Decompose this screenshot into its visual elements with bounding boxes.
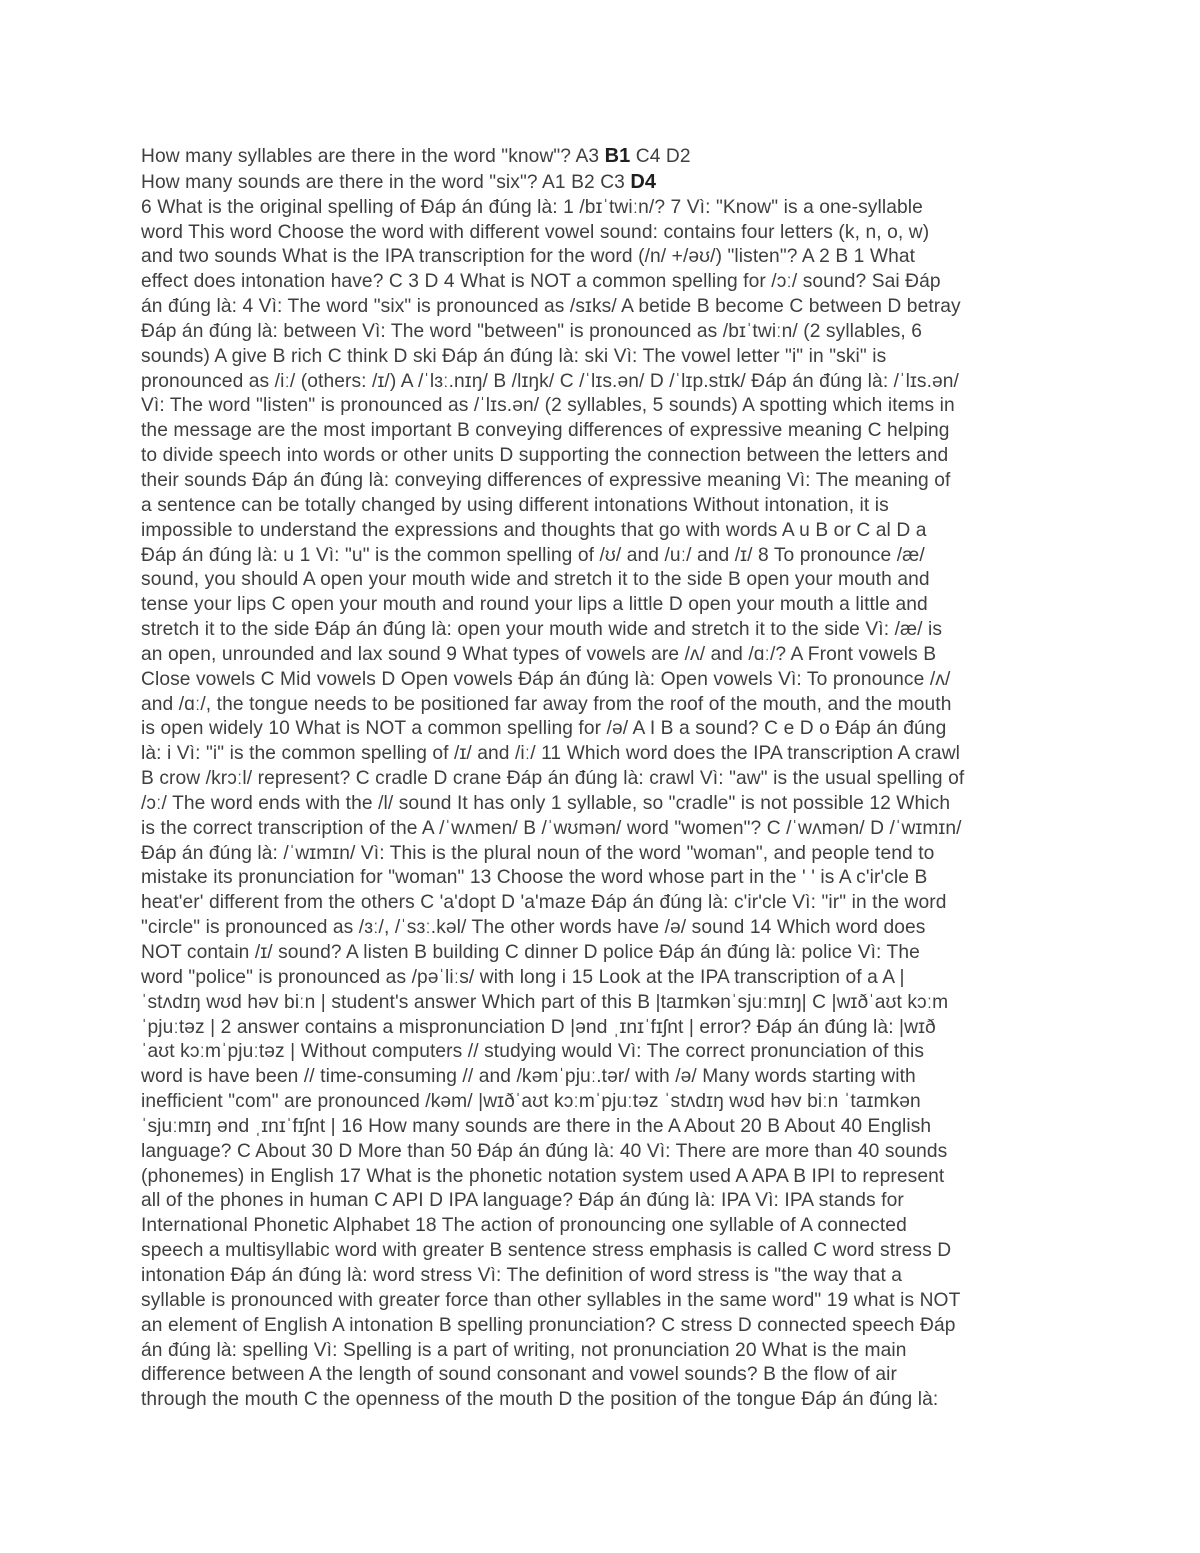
body-line: /ɔː/ The word ends with the /l/ sound It has only 1 syllable, so "cradle" is not possible 12 Which xyxy=(141,792,951,814)
body-line: is the correct transcription of the A /ˈwʌmen/ B /ˈwʊmən/ word "women"? C /ˈwʌmən/ D /ˈwɪmɪn/ xyxy=(141,817,962,839)
body-line: an open, unrounded and lax sound 9 What types of vowels are /ʌ/ and /ɑː/? A Front vowels B xyxy=(141,643,937,665)
question-2-text: How many sounds are there in the word "six"? A1 B2 C3 xyxy=(141,171,631,193)
question-1-answer: B1 xyxy=(604,145,631,167)
body-line: difference between A the length of sound consonant and vowel sounds? B the flow of air xyxy=(141,1364,898,1386)
body-line: Đáp án đúng là: u 1 Vì: "u" is the common spelling of /ʊ/ and /uː/ and /ɪ/ 8 To pronounce /æ/ xyxy=(141,544,925,566)
body-line: stretch it to the side Đáp án đúng là: open your mouth wide and stretch it to the side Vì: /æ/ is xyxy=(141,619,943,641)
question-2-answer: D4 xyxy=(630,170,657,193)
document-text xyxy=(141,144,1057,1413)
body-line: inefficient "com" are pronounced /kəm/ |wɪðˈaʊt kɔːmˈpjuːtəz ˈstʌdɪŋ wʊd həv biːn ˈtaɪmkən xyxy=(141,1091,921,1113)
body-line: B crow /krɔːl/ represent? C cradle D crane Đáp án đúng là: crawl Vì: "aw" is the usual spelling of xyxy=(141,768,965,790)
body-line: word "police" is pronounced as /pəˈliːs/ with long i 15 Look at the IPA transcription of a A | xyxy=(141,966,905,988)
body-line: NOT contain /ɪ/ sound? A listen B building C dinner D police Đáp án đúng là: police Vì: The xyxy=(141,942,920,963)
body-line: intonation Đáp án đúng là: word stress Vì: The definition of word stress is "the way that a xyxy=(141,1264,903,1286)
body-line: án đúng là: spelling Vì: Spelling is a part of writing, not pronunciation 20 What is the main xyxy=(141,1339,907,1361)
body-line: ˈstʌdɪŋ wʊd həv biːn | student's answer Which part of this B |taɪmkənˈsjuːmɪŋ| C |wɪðˈaʊt kɔːm xyxy=(141,991,949,1013)
body-line: Close vowels C Mid vowels D Open vowels Đáp án đúng là: Open vowels Vì: To pronounce /ʌ/ xyxy=(141,668,951,690)
body-line: effect does intonation have? C 3 D 4 What is NOT a common spelling for /ɔː/ sound? Sai Đáp xyxy=(141,271,941,293)
body-line: Đáp án đúng là: between Vì: The word "between" is pronounced as /bɪˈtwiːn/ (2 syllables, 6 xyxy=(141,320,923,342)
body-line: 6 What is the original spelling of Đáp án đúng là: 1 /bɪˈtwiːn/? 7 Vì: "Know" is a one-syllable xyxy=(141,196,923,218)
body-line: is open widely 10 What is NOT a common spelling for /ə/ A I B a sound? C e D o Đáp án đúng xyxy=(141,718,947,740)
body-line: (phonemes) in English 17 What is the phonetic notation system used A APA B IPI to represent xyxy=(141,1165,945,1187)
body-line: sound, you should A open your mouth wide and stretch it to the side B open your mouth and xyxy=(141,569,930,591)
body-paragraph xyxy=(141,196,1057,1413)
body-line: pronounced as /iː/ (others: /ɪ/) A /ˈlɜː.nɪŋ/ B /lɪŋk/ C /ˈlɪs.ən/ D /ˈlɪp.stɪk/ Đáp án đúng là: /ˈlɪs.ən/ xyxy=(141,370,959,392)
question-1-text: How many syllables are there in the word "know"? A3 xyxy=(141,146,605,167)
body-line: language? C About 30 D More than 50 Đáp án đúng là: 40 Vì: There are more than 40 sounds xyxy=(141,1140,948,1162)
body-line: the message are the most important B conveying differences of expressive meaning C helping xyxy=(141,420,950,442)
body-line: International Phonetic Alphabet 18 The action of pronouncing one syllable of A connected xyxy=(141,1215,907,1237)
body-line: a sentence can be totally changed by using different intonations Without intonation, it is xyxy=(141,494,889,516)
body-line: Vì: The word "listen" is pronounced as /ˈlɪs.ən/ (2 syllables, 5 sounds) A spotting which items in xyxy=(141,395,955,417)
body-line: ˈpjuːtəz | 2 answer contains a mispronunciation D |ənd ˌɪnɪˈfɪʃnt | error? Đáp án đúng là: |wɪð xyxy=(141,1016,936,1038)
body-line: ˈsjuːmɪŋ ənd ˌɪnɪˈfɪʃnt | 16 How many sounds are there in the A About 20 B About 40 English xyxy=(141,1115,932,1137)
body-line: speech a multisyllabic word with greater B sentence stress emphasis is called C word stress D xyxy=(141,1240,952,1262)
body-line: tense your lips C open your mouth and round your lips a little D open your mouth a little and xyxy=(141,594,928,616)
body-line: heat'er' different from the others C 'a'dopt D 'a'maze Đáp án đúng là: c'ir'cle Vì: "ir" in the word xyxy=(141,892,947,914)
body-line: to divide speech into words or other units D supporting the connection between the letters and xyxy=(141,445,949,467)
body-line: word is have been // time-consuming // and /kəmˈpjuː.tər/ with /ə/ Many words starting with xyxy=(141,1066,916,1088)
body-line: impossible to understand the expressions and thoughts that go with words A u B or C al D a xyxy=(141,519,927,541)
body-line: án đúng là: 4 Vì: The word "six" is pronounced as /sɪks/ A betide B become C between D betray xyxy=(141,296,961,318)
question-line-1 xyxy=(141,144,1057,170)
body-line: and two sounds What is the IPA transcription for the word (/n/ +/əʊ/) "listen"? A 2 B 1 What xyxy=(141,246,916,268)
body-line: word This word Choose the word with different vowel sound: contains four letters (k, n, o, w) xyxy=(141,221,930,243)
body-line: an element of English A intonation B spelling pronunciation? C stress D connected speech Đáp xyxy=(141,1314,956,1336)
body-line: syllable is pronounced with greater force than other syllables in the same word" 19 what is NOT xyxy=(141,1289,961,1311)
body-line: ˈaʊt kɔːmˈpjuːtəz | Without computers // studying would Vì: The correct pronunciation of this xyxy=(141,1041,925,1063)
body-line: "circle" is pronounced as /ɜː/, /ˈsɜː.kəl/ The other words have /ə/ sound 14 Which word does xyxy=(141,917,926,939)
body-line: and /ɑː/, the tongue needs to be positioned far away from the roof of the mouth, and the mouth xyxy=(141,693,952,715)
body-line: Đáp án đúng là: /ˈwɪmɪn/ Vì: This is the plural noun of the word "woman", and people tend to xyxy=(141,842,935,864)
body-line: sounds) A give B rich C think D ski Đáp án đúng là: ski Vì: The vowel letter "i" in "ski" is xyxy=(141,345,887,367)
body-line: là: i Vì: "i" is the common spelling of /ɪ/ and /iː/ 11 Which word does the IPA transcription A crawl xyxy=(141,743,961,765)
body-line: their sounds Đáp án đúng là: conveying differences of expressive meaning Vì: The meaning of xyxy=(141,469,951,491)
body-line: mistake its pronunciation for "woman" 13 Choose the word whose part in the ' ' is A c'ir'cle B xyxy=(141,867,928,889)
question-1-suffix: C4 D2 xyxy=(630,146,691,167)
question-line-2 xyxy=(141,170,1057,196)
body-line: through the mouth C the openness of the mouth D the position of the tongue Đáp án đúng là: xyxy=(141,1389,939,1411)
body-line: all of the phones in human C API D IPA language? Đáp án đúng là: IPA Vì: IPA stands for xyxy=(141,1190,904,1212)
